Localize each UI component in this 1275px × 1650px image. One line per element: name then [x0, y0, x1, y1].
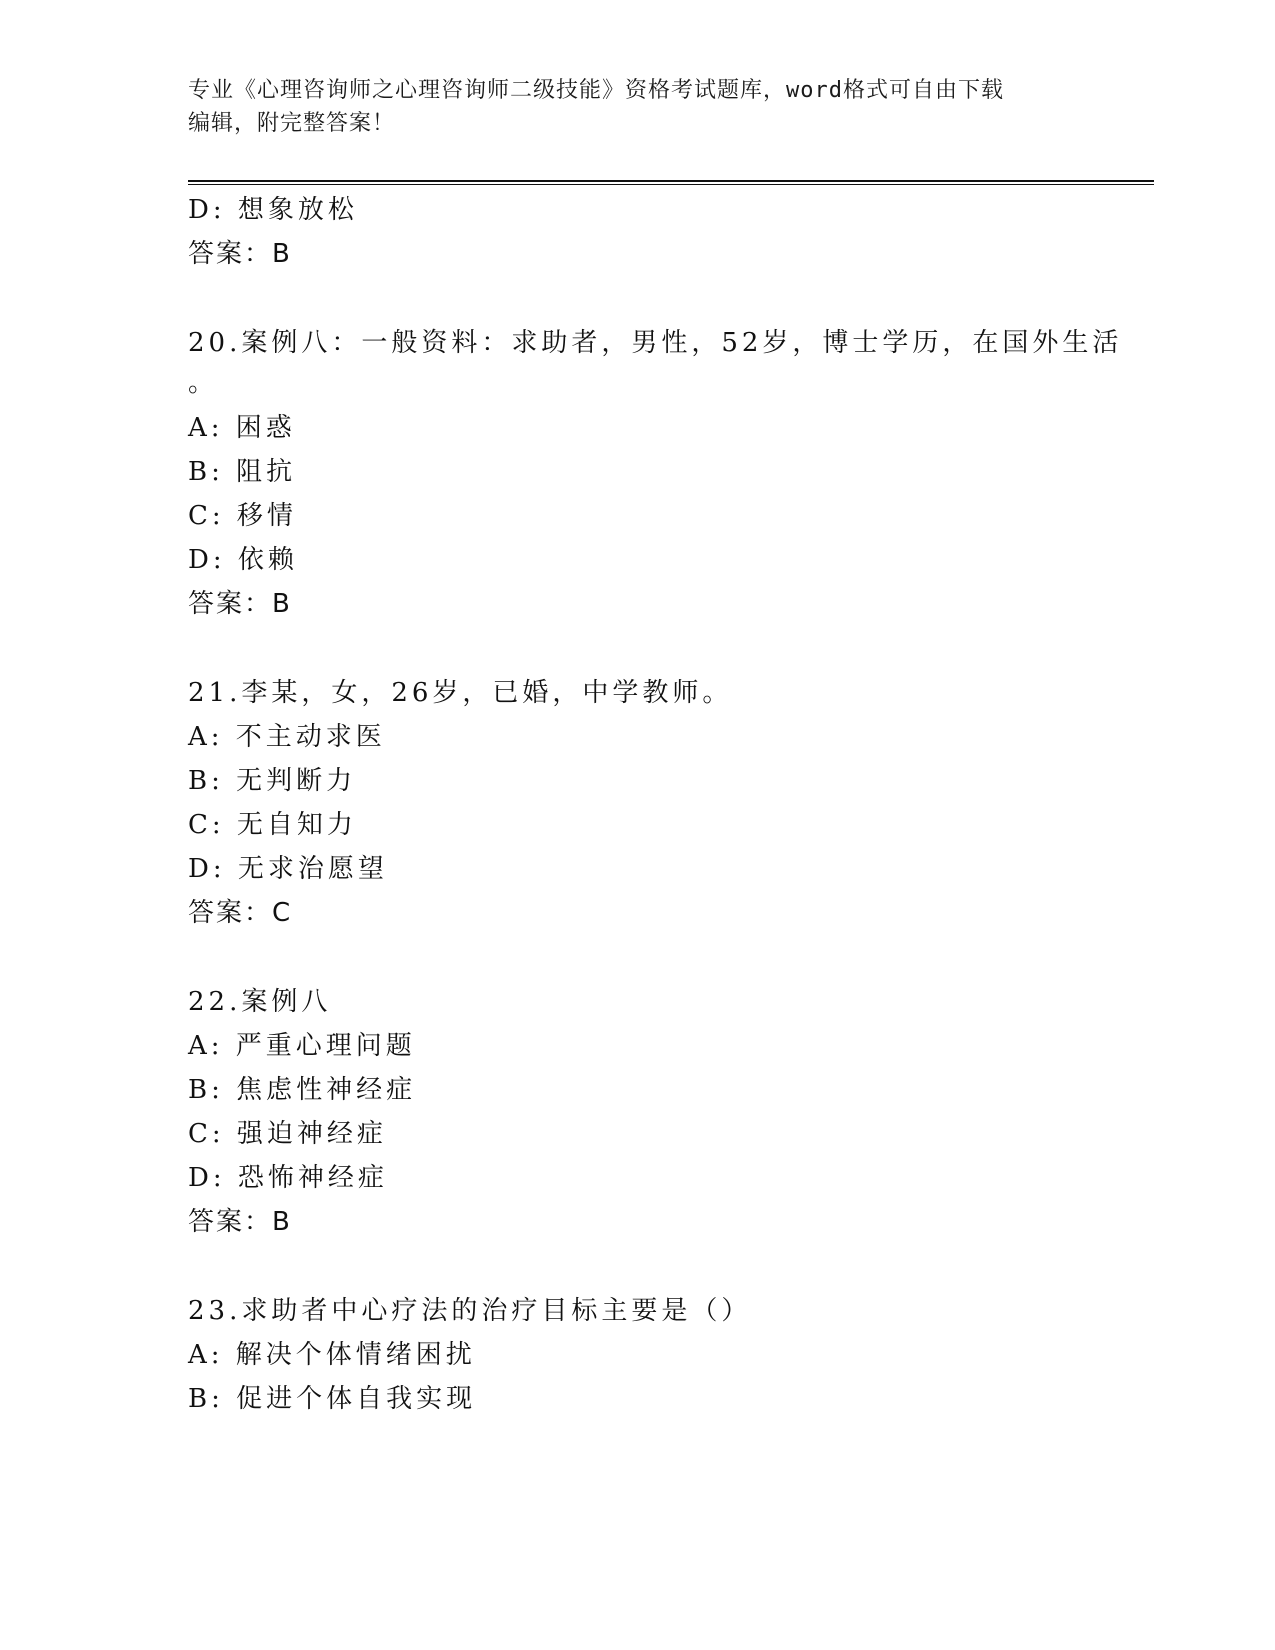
q21-option-d: D: 无求治愿望 — [188, 854, 388, 884]
q22-option-a: A: 严重心理问题 — [188, 1031, 416, 1061]
q20-answer: 答案：B — [188, 589, 292, 619]
q19-answer: 答案：B — [188, 239, 292, 269]
q22-stem: 22.案例八 — [188, 987, 332, 1017]
header-line-1: 专业《心理咨询师之心理咨询师二级技能》资格考试题库，word格式可自由下载 — [188, 78, 1004, 103]
q22-option-d: D: 恐怖神经症 — [188, 1163, 388, 1193]
q19-option-d: D: 想象放松 — [188, 195, 358, 225]
q21-option-c: C: 无自知力 — [188, 810, 357, 840]
q20-option-c: C: 移情 — [188, 501, 297, 531]
q21-option-b: B: 无判断力 — [188, 766, 357, 796]
q21-answer: 答案：C — [188, 898, 293, 928]
q21-option-a: A: 不主动求医 — [188, 722, 386, 752]
q20-stem: 20.案例八：一般资料：求助者，男性，52岁，博士学历，在国外生活 — [188, 328, 1123, 358]
q22-option-b: B: 焦虑性神经症 — [188, 1075, 417, 1105]
document-header — [188, 74, 1088, 140]
q22-option-c: C: 强迫神经症 — [188, 1119, 387, 1149]
header-line-2: 编辑，附完整答案！ — [188, 111, 396, 136]
q23-option-b: B: 促进个体自我实现 — [188, 1384, 477, 1414]
q23-option-a: A: 解决个体情绪困扰 — [188, 1340, 476, 1370]
q20-option-a: A: 困惑 — [188, 413, 296, 443]
header-divider-thick — [188, 180, 1154, 182]
q20-stem-cont: 。 — [188, 368, 219, 398]
q20-option-b: B: 阻抗 — [188, 457, 297, 487]
header-divider-thin — [188, 184, 1154, 185]
q21-stem: 21.李某，女，26岁，已婚，中学教师。 — [188, 678, 733, 708]
q22-answer: 答案：B — [188, 1207, 292, 1237]
q23-stem: 23.求助者中心疗法的治疗目标主要是（） — [188, 1296, 752, 1326]
q20-option-d: D: 依赖 — [188, 545, 298, 575]
